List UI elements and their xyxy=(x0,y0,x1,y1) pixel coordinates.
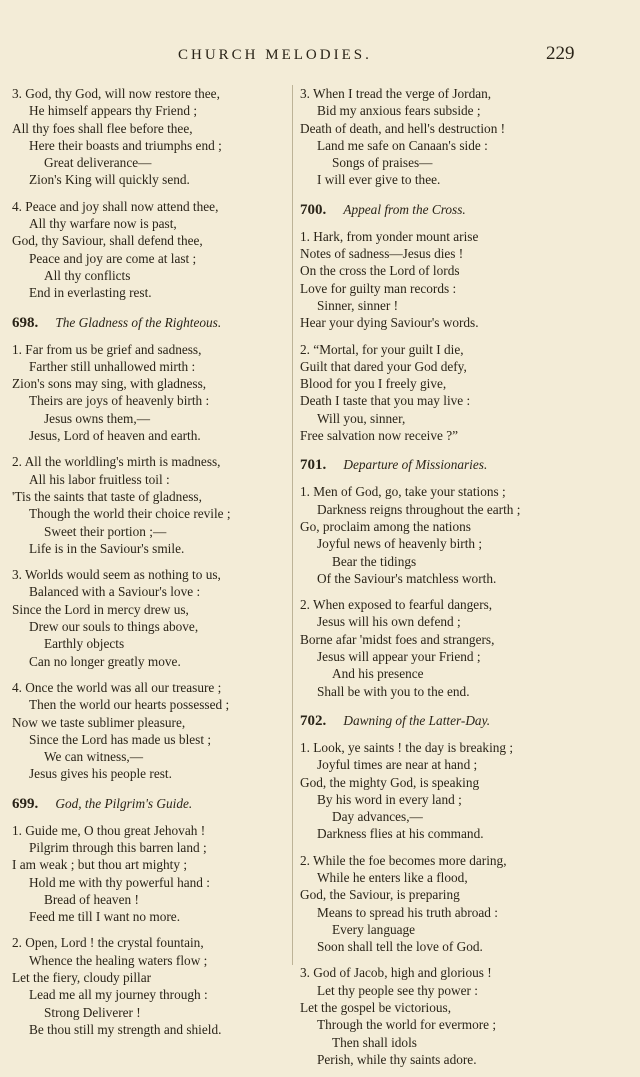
verse-line: And his presence xyxy=(332,666,424,682)
verse-line: Theirs are joys of heavenly birth : xyxy=(29,393,210,409)
stanza xyxy=(12,679,297,783)
verse-line: Then the world our hearts possessed ; xyxy=(29,697,230,713)
verse-line: Then shall idols xyxy=(332,1034,417,1050)
verse-line: Since the Lord in mercy drew us, xyxy=(12,601,189,617)
hymn-title: God, the Pilgrim's Guide. xyxy=(55,795,193,811)
stanza xyxy=(300,341,600,445)
verse-line: Through the world for evermore ; xyxy=(317,1017,497,1033)
stanza xyxy=(300,852,600,956)
verse-line: 3. When I tread the verge of Jordan, xyxy=(300,86,492,101)
verse-line: 2. While the foe becomes more daring, xyxy=(300,852,507,868)
verse-line: Though the world their choice revile ; xyxy=(29,506,231,522)
hymn-number: 702. xyxy=(300,712,327,729)
verse-line: Bread of heaven ! xyxy=(44,891,139,907)
verse-line: 2. Open, Lord ! the crystal fountain, xyxy=(12,935,204,951)
verse-line: Day advances,— xyxy=(332,809,423,825)
verse-line: Lead me all my journey through : xyxy=(29,987,208,1003)
verse-line: Earthly objects xyxy=(44,636,125,652)
verse-line: All his labor fruitless toil : xyxy=(29,471,170,487)
verse-line: Now we taste sublimer pleasure, xyxy=(12,714,186,730)
verse-line: On the cross the Lord of lords xyxy=(300,263,460,279)
verse-line: He himself appears thy Friend ; xyxy=(29,103,198,119)
left-column xyxy=(12,85,297,1047)
stanza xyxy=(12,85,297,189)
verse-line: Darkness reigns throughout the earth ; xyxy=(317,501,521,517)
stanza xyxy=(12,453,297,557)
verse-line: Jesus owns them,— xyxy=(44,410,151,426)
stanza xyxy=(300,596,600,700)
verse-line: I am weak ; but thou art mighty ; xyxy=(12,857,188,873)
verse-line: Go, proclaim among the nations xyxy=(300,518,471,534)
hymn-number: 701. xyxy=(300,457,327,474)
verse-line: I will ever give to thee. xyxy=(317,172,441,188)
verse-line: 4. Once the world was all our treasure ; xyxy=(12,679,222,695)
verse-line: 1. Men of God, go, take your stations ; xyxy=(300,484,506,500)
verse-line: Sinner, sinner ! xyxy=(317,297,399,313)
verse-line: 1. Far from us be grief and sadness, xyxy=(12,341,202,357)
hymn-title: The Gladness of the Righteous. xyxy=(55,314,222,330)
hymn-heading-698 xyxy=(12,312,297,332)
verse-line: 4. Peace and joy shall now attend thee, xyxy=(12,198,219,214)
verse-line: Farther still unhallowed mirth : xyxy=(29,358,196,374)
verse-line: All thy conflicts xyxy=(44,267,131,283)
hymn-title: Appeal from the Cross. xyxy=(343,201,466,217)
verse-line: Soon shall tell the love of God. xyxy=(317,939,483,955)
verse-line: Feed me till I want no more. xyxy=(29,909,181,925)
verse-line: Strong Deliverer ! xyxy=(44,1004,141,1020)
verse-line: Pilgrim through this barren land ; xyxy=(29,839,207,855)
verse-line: While he enters like a flood, xyxy=(317,869,468,885)
hymn-heading-702 xyxy=(300,710,600,730)
running-header: CHURCH MELODIES. xyxy=(178,47,372,63)
hymn-number: 700. xyxy=(300,201,327,218)
verse-line: Will you, sinner, xyxy=(317,410,406,426)
verse-line: God, the Saviour, is preparing xyxy=(300,887,460,903)
verse-line: Darkness flies at his command. xyxy=(317,826,484,842)
verse-line: Be thou still my strength and shield. xyxy=(29,1021,222,1037)
verse-line: Every language xyxy=(332,921,416,937)
verse-line: Free salvation now receive ?” xyxy=(300,428,459,444)
verse-line: Life is in the Saviour's smile. xyxy=(29,540,185,556)
verse-line: Means to spread his truth abroad : xyxy=(317,904,498,920)
verse-line: 2. “Mortal, for your guilt I die, xyxy=(300,341,464,357)
verse-line: Hold me with thy powerful hand : xyxy=(29,874,210,890)
verse-line: Jesus will appear your Friend ; xyxy=(317,649,481,665)
verse-line: Notes of sadness—Jesus dies ! xyxy=(300,246,464,262)
hymn-heading-701 xyxy=(300,454,600,474)
verse-line: Joyful times are near at hand ; xyxy=(317,757,478,773)
verse-line: Zion's King will quickly send. xyxy=(29,172,190,188)
verse-line: 1. Hark, from yonder mount arise xyxy=(300,228,479,244)
stanza xyxy=(300,483,600,587)
stanza xyxy=(12,341,297,445)
verse-line: Jesus will his own defend ; xyxy=(317,614,461,630)
verse-line: Songs of praises— xyxy=(332,155,433,171)
verse-line: Let the fiery, cloudy pillar xyxy=(12,970,152,986)
verse-line: Zion's sons may sing, with gladness, xyxy=(12,376,207,392)
verse-line: 2. When exposed to fearful dangers, xyxy=(300,597,493,613)
verse-line: Death I taste that you may live : xyxy=(300,393,471,409)
verse-line: 3. God, thy God, will now restore thee, xyxy=(12,86,220,101)
hymn-number: 698. xyxy=(12,314,39,331)
stanza xyxy=(300,85,600,189)
verse-line: 3. Worlds would seem as nothing to us, xyxy=(12,567,221,583)
verse-line: Blood for you I freely give, xyxy=(300,376,447,392)
right-column xyxy=(300,85,600,1077)
verse-line: 2. All the worldling's mirth is madness, xyxy=(12,454,221,470)
verse-line: Love for guilty man records : xyxy=(300,280,457,296)
verse-line: 1. Look, ye saints ! the day is breaking ; xyxy=(300,739,514,755)
hymn-number: 699. xyxy=(12,795,39,812)
verse-line: Whence the healing waters flow ; xyxy=(29,952,208,968)
verse-line: All thy warfare now is past, xyxy=(29,216,177,232)
verse-line: 3. God of Jacob, high and glorious ! xyxy=(300,965,492,981)
verse-line: Great deliverance— xyxy=(44,155,152,171)
verse-line: Joyful news of heavenly birth ; xyxy=(317,536,483,552)
verse-line: Let thy people see thy power : xyxy=(317,982,478,998)
verse-line: We can witness,— xyxy=(44,749,143,765)
stanza xyxy=(12,566,297,670)
stanza xyxy=(300,964,600,1068)
verse-line: Of the Saviour's matchless worth. xyxy=(317,570,497,586)
verse-line: Guilt that dared your God defy, xyxy=(300,358,467,374)
stanza xyxy=(300,228,600,332)
stanza xyxy=(12,822,297,926)
verse-line: Drew our souls to things above, xyxy=(29,619,199,635)
verse-line: Balanced with a Saviour's love : xyxy=(29,584,201,600)
verse-line: Bear the tidings xyxy=(332,553,417,569)
verse-line: 1. Guide me, O thou great Jehovah ! xyxy=(12,822,206,838)
verse-line: Shall be with you to the end. xyxy=(317,683,470,699)
verse-line: Let the gospel be victorious, xyxy=(300,1000,452,1016)
verse-line: By his word in every land ; xyxy=(317,791,462,807)
verse-line: End in everlasting rest. xyxy=(29,285,152,301)
verse-line: God, the mighty God, is speaking xyxy=(300,774,480,790)
hymn-heading-700 xyxy=(300,199,600,219)
verse-line: Sweet their portion ;— xyxy=(44,523,167,539)
stanza xyxy=(12,934,297,1038)
verse-line: Bid my anxious fears subside ; xyxy=(317,103,481,119)
verse-line: Jesus, Lord of heaven and earth. xyxy=(29,428,201,444)
verse-line: Can no longer greatly move. xyxy=(29,653,181,669)
verse-line: Borne afar 'midst foes and strangers, xyxy=(300,631,495,647)
verse-line: Perish, while thy saints adore. xyxy=(317,1051,477,1067)
stanza xyxy=(12,198,297,302)
hymn-title: Departure of Missionaries. xyxy=(343,457,488,473)
hymn-heading-699 xyxy=(12,793,297,813)
verse-line: 'Tis the saints that taste of gladness, xyxy=(12,488,202,504)
verse-line: Land me safe on Canaan's side : xyxy=(317,137,488,153)
verse-line: Here their boasts and triumphs end ; xyxy=(29,137,222,153)
verse-line: All thy foes shall flee before thee, xyxy=(12,120,193,136)
verse-line: God, thy Saviour, shall defend thee, xyxy=(12,233,203,249)
hymn-title: Dawning of the Latter-Day. xyxy=(343,712,491,728)
stanza xyxy=(300,739,600,843)
verse-line: Peace and joy are come at last ; xyxy=(29,250,197,266)
verse-line: Hear your dying Saviour's words. xyxy=(300,315,479,331)
verse-line: Jesus gives his people rest. xyxy=(29,766,172,782)
page-number: 229 xyxy=(546,43,575,64)
verse-line: Death of death, and hell's destruction ! xyxy=(300,120,506,136)
verse-line: Since the Lord has made us blest ; xyxy=(29,731,212,747)
